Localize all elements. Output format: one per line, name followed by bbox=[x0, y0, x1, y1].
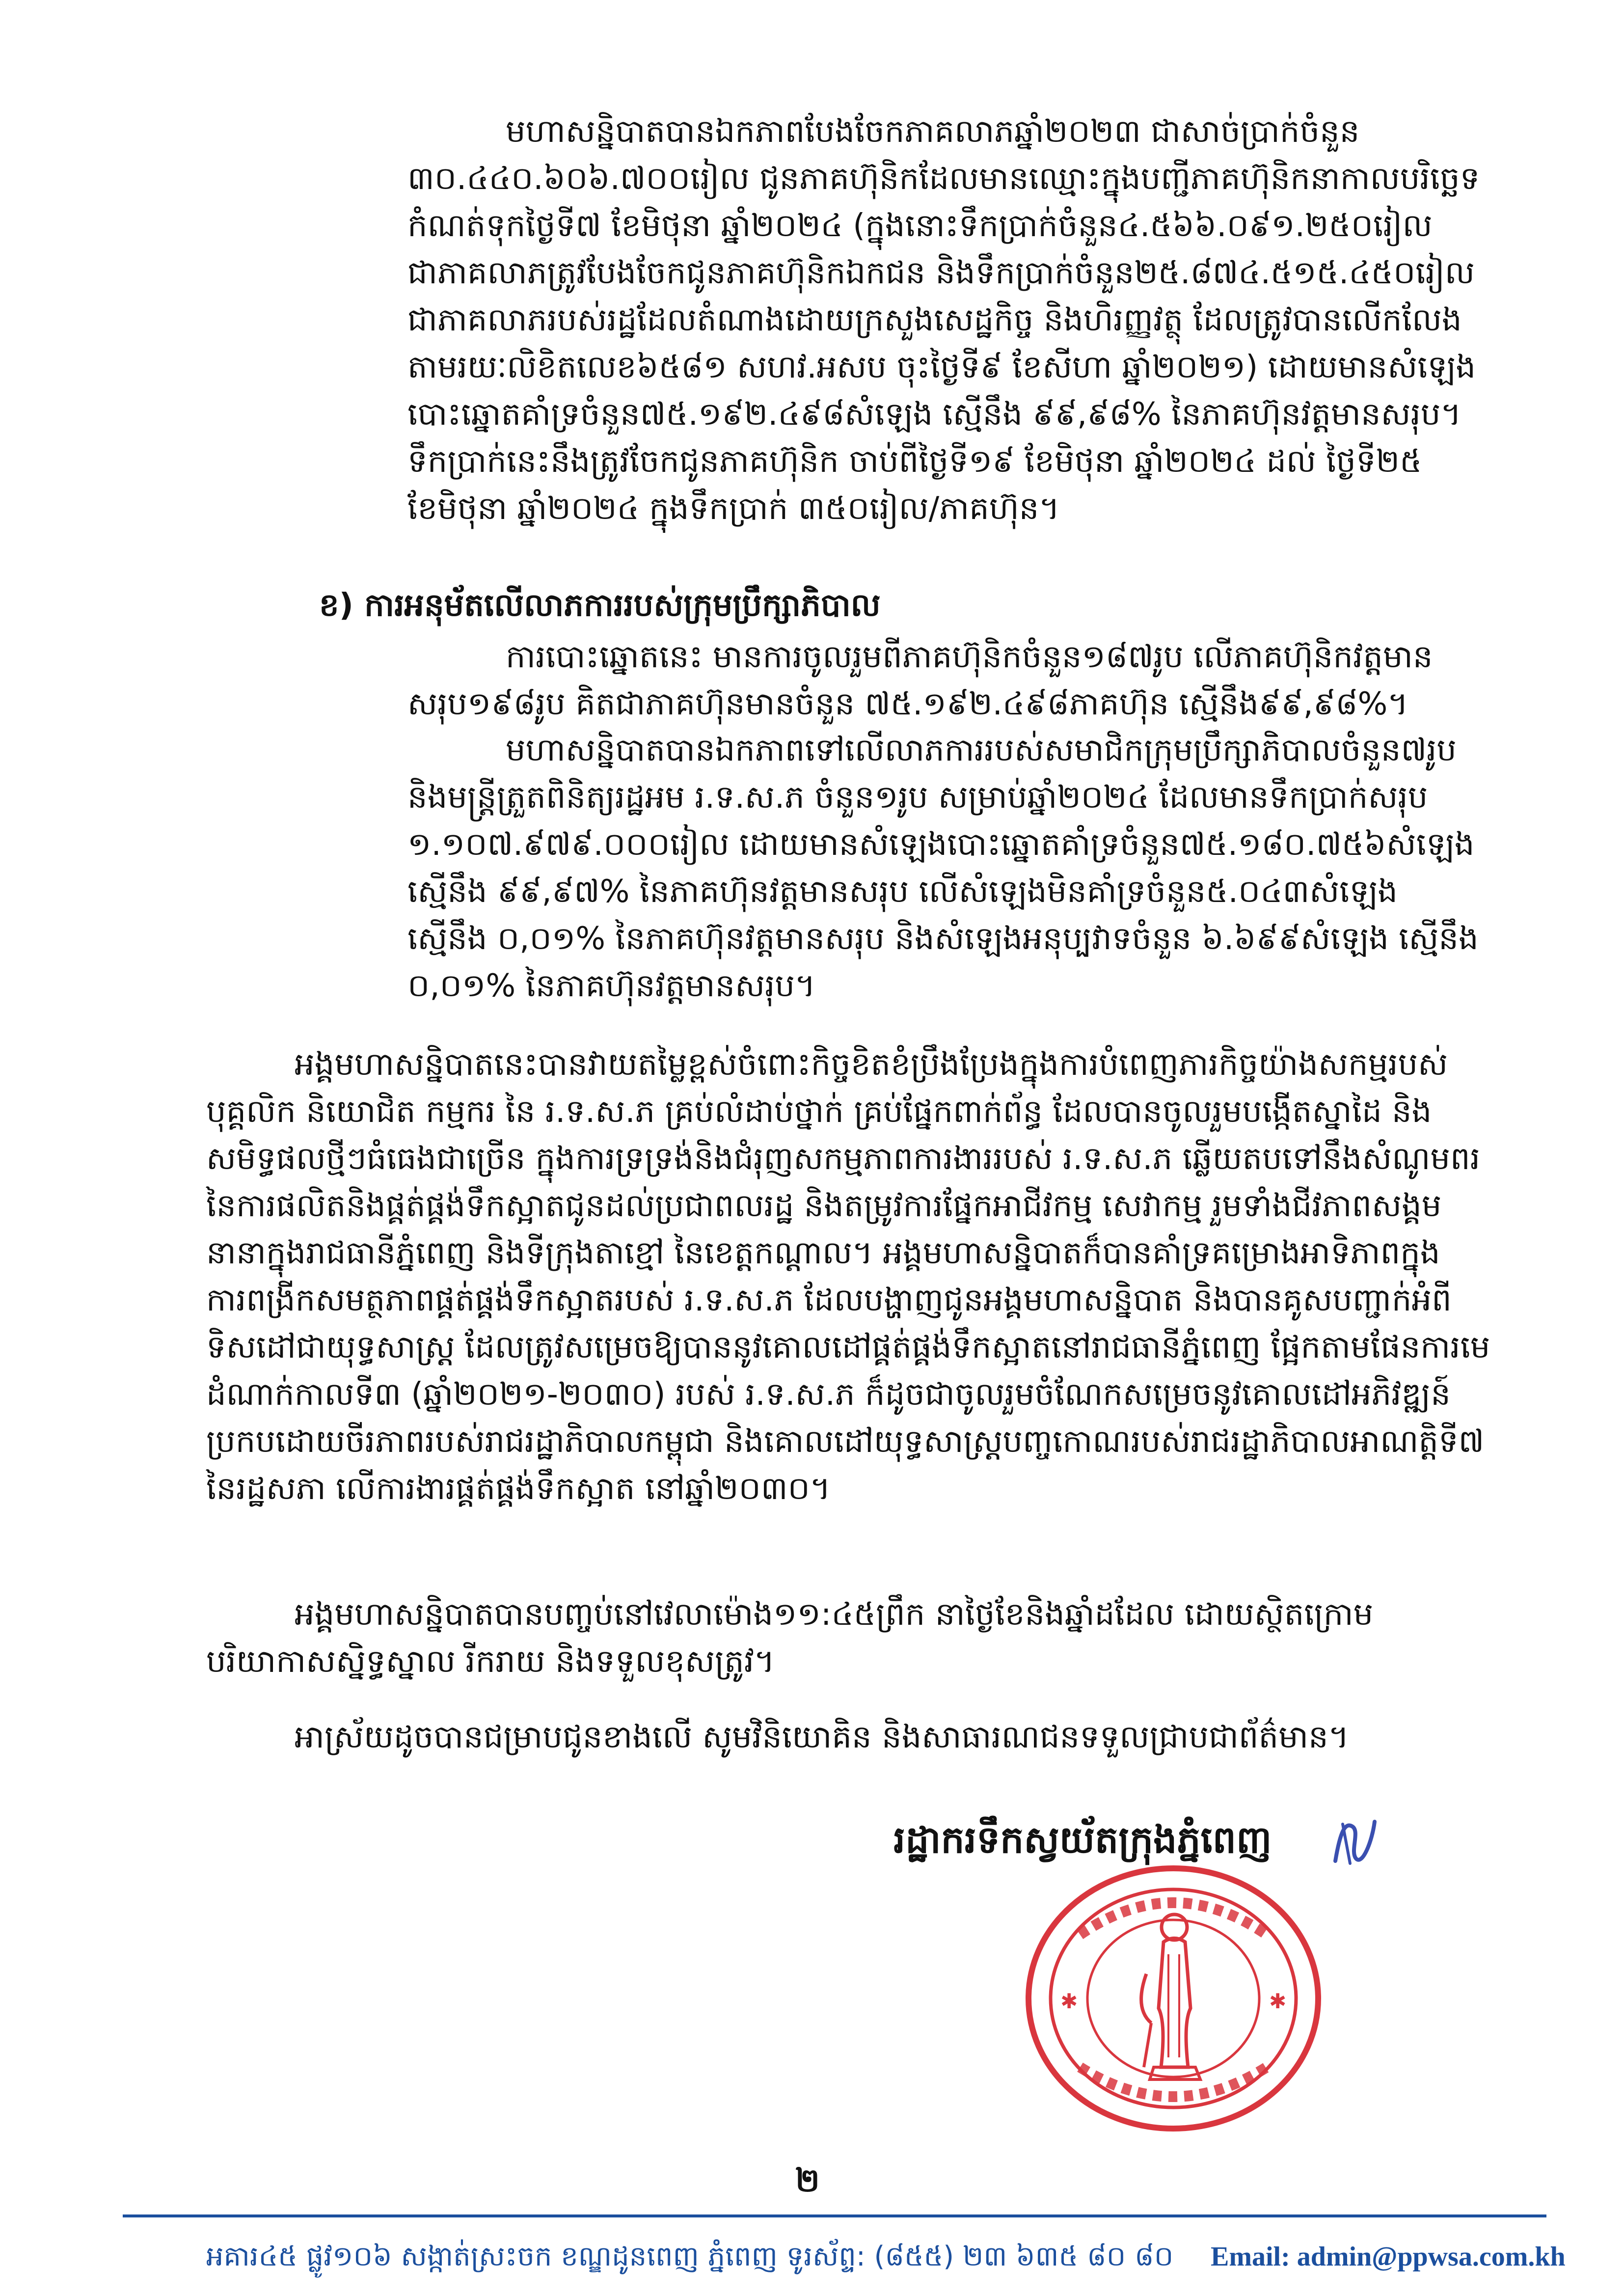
text-line: ជាភាគលាភត្រូវបែងចែកជូនភាគហ៊ុនិកឯកជន និងទឹកប្រាក់ចំនួន២៥.៨៧៤.៥១៥.៤៥០រៀល bbox=[407, 255, 1475, 291]
signature bbox=[1326, 1812, 1384, 1871]
text-line: និងមន្ត្រីត្រួតពិនិត្យរដ្ឋអម រ.ទ.ស.ភ ចំនួន១រូប សម្រាប់ឆ្នាំ២០២៤ ដែលមានទឹកប្រាក់សរុប bbox=[407, 779, 1428, 816]
svg-text:✱: ✱ bbox=[1060, 1989, 1078, 2013]
footer bbox=[206, 2239, 1566, 2279]
text-line: បុគ្គលិក និយោជិត កម្មករ នៃ រ.ទ.ស.ភ គ្រប់លំដាប់ថ្នាក់ គ្រប់ផ្នែកពាក់ព័ន្ធ ដែលបានចូលរួមបង្កើតស្នាដៃ និង bbox=[206, 1093, 1432, 1130]
footer-email[interactable]: Email: admin@ppwsa.com.kh bbox=[1210, 2241, 1566, 2272]
footer-divider bbox=[123, 2214, 1546, 2217]
text-line: មហាសន្និបាតបានឯកភាពទៅលើលាភការរបស់សមាជិកក្រុមប្រឹក្សាភិបាលចំនួន៧រូប bbox=[506, 732, 1457, 768]
text-line: បរិយាកាសស្និទ្ធស្នាល រីករាយ និងទទួលខុសត្រូវ។ bbox=[206, 1643, 775, 1680]
heading-text: ខ) ការអនុម័តលើលាភការរបស់ក្រុមប្រឹក្សាភិបាល bbox=[319, 587, 881, 624]
text-line: មហាសន្និបាតបានឯកភាពបែងចែកភាគលាភឆ្នាំ២០២៣ ជាសាច់ប្រាក់ចំនួន bbox=[506, 113, 1360, 150]
text-line: ១.១០៧.៩៧៩.០០០រៀល ដោយមានសំឡេងបោះឆ្នោតគាំទ្រចំនួន៧៥.១៨០.៧៥៦សំឡេង bbox=[407, 826, 1475, 863]
text-line: ដំណាក់កាលទី៣ (ឆ្នាំ២០២១-២០៣០) របស់ រ.ទ.ស.ភ ក៏ដូចជាចូលរួមចំណែកសម្រេចនូវគោលដៅអភិវឌ្ឍន៍ bbox=[206, 1376, 1451, 1413]
page-number: ២ bbox=[795, 2161, 820, 2199]
text-line: ០,០១% នៃភាគហ៊ុនវត្តមានសរុប។ bbox=[407, 968, 816, 1004]
official-seal bbox=[1021, 1861, 1326, 2136]
text-line: ៣០.៤៤០.៦០៦.៧០០រៀល ជូនភាគហ៊ុនិកដែលមានឈ្មោះក្នុងបញ្ជីភាគហ៊ុនិកនាកាលបរិច្ឆេទ bbox=[407, 161, 1480, 197]
text-line: ទឹកប្រាក់នេះនឹងត្រូវចែកជូនភាគហ៊ុនិក ចាប់ពីថ្ងៃទី១៩ ខែមិថុនា ឆ្នាំ២០២៤ ដល់ ថ្ងៃទី២៥ bbox=[407, 443, 1422, 480]
text-line: នៃរដ្ឋសភា លើការងារផ្គត់ផ្គង់ទឹកស្អាត នៅឆ្នាំ២០៣០។ bbox=[206, 1471, 831, 1507]
text-line: តាមរយៈលិខិតលេខ៦៥៨១ សហវ.អសប ចុះថ្ងៃទី៩ ខែសីហា ឆ្នាំ២០២១) ដោយមានសំឡេង bbox=[407, 349, 1476, 385]
text-line: បោះឆ្នោតគាំទ្រចំនួន៧៥.១៩២.៤៩៨សំឡេង ស្មើនឹង ៩៩,៩៨% នៃភាគហ៊ុនវត្តមានសរុប។ bbox=[407, 396, 1462, 433]
text-line: ជាភាគលាភរបស់រដ្ឋដែលតំណាងដោយក្រសួងសេដ្ឋកិច្ច និងហិរញ្ញវត្ថុ ដែលត្រូវបានលើកលែង bbox=[407, 302, 1462, 338]
text-line: ខែមិថុនា ឆ្នាំ២០២៤ ក្នុងទឹកប្រាក់ ៣៥០រៀល/ភាគហ៊ុន។ bbox=[407, 491, 1060, 527]
text-line: សមិទ្ធផលថ្មីៗធំធេងជាច្រើន ក្នុងការទ្រទ្រង់និងជំរុញសកម្មភាពការងាររបស់ រ.ទ.ស.ភ ឆ្លើយតបទៅនឹងសំណូមពរ bbox=[206, 1141, 1480, 1177]
signer-organization: រដ្ឋាករទឹកស្វយ័តក្រុងភ្នំពេញ bbox=[893, 1818, 1272, 1861]
text-line: ស្មើនឹង ០,០១% នៃភាគហ៊ុនវត្តមានសរុប និងសំឡេងអនុប្បវាទចំនួន ៦.៦៩៩សំឡេង ស្មើនឹង bbox=[407, 921, 1479, 957]
footer-address: អគារ៤៥ ផ្លូវ១០៦ សង្កាត់ស្រះចក ខណ្ឌដូនពេញ ភ្នំពេញ ទូរស័ព្ទ: (៨៥៥) ២៣ ៦៣៥ ៨០ ៨០ bbox=[206, 2241, 1174, 2272]
text-line: អង្គមហាសន្និបាតនេះបានវាយតម្លៃខ្ពស់ចំពោះកិច្ចខិតខំប្រឹងប្រែងក្នុងការបំពេញភារកិច្ចយ៉ាងសកម្មរបស់ bbox=[295, 1046, 1448, 1083]
text-line: ការបោះឆ្នោតនេះ មានការចូលរួមពីភាគហ៊ុនិកចំនួន១៨៧រូប លើភាគហ៊ុនិកវត្តមាន bbox=[506, 639, 1433, 675]
text-line: ការពង្រីកសមត្ថភាពផ្គត់ផ្គង់ទឹកស្អាតរបស់ រ.ទ.ស.ភ ដែលបង្ហាញជូនអង្គមហាសន្និបាត និងបានគូសបញ្ជាក់អំពី bbox=[206, 1282, 1452, 1318]
text-line: សរុប១៩៨រូប គិតជាភាគហ៊ុនមានចំនួន ៧៥.១៩២.៤៩៨ភាគហ៊ុន ស្មើនឹង៩៩,៩៨%។ bbox=[407, 686, 1408, 722]
svg-text:✱: ✱ bbox=[1269, 1989, 1287, 2013]
text-line: អង្គមហាសន្និបាតបានបញ្ចប់នៅវេលាម៉ោង១១:៤៥ព្រឹក នាថ្ងៃខែនិងឆ្នាំដដែល ដោយស្ថិតក្រោម bbox=[295, 1596, 1374, 1633]
text-line: អាស្រ័យដូចបានជម្រាបជូនខាងលើ សូមវិនិយោគិន និងសាធារណជនទទួលជ្រាបជាព័ត៌មាន។ bbox=[295, 1719, 1349, 1755]
text-line: នៃការផលិតនិងផ្គត់ផ្គង់ទឹកស្អាតជូនដល់ប្រជាពលរដ្ឋ និងតម្រូវការផ្នែកអាជីវកម្ម សេវាកម្ម រួមទាំងជីវភាពសង្គម bbox=[206, 1188, 1442, 1224]
text-line: ស្មើនឹង ៩៩,៩៧% នៃភាគហ៊ុនវត្តមានសរុប លើសំឡេងមិនគាំទ្រចំនួន៥.០៤៣សំឡេង bbox=[407, 874, 1398, 910]
text-line: កំណត់ទុកថ្ងៃទី៧ ខែមិថុនា ឆ្នាំ២០២៤ (ក្នុងនោះទឹកប្រាក់ចំនួន៤.៥៦៦.០៩១.២៥០រៀល bbox=[407, 208, 1433, 244]
text-line: នានាក្នុងរាជធានីភ្នំពេញ និងទីក្រុងតាខ្មៅ នៃខេត្តកណ្តាល។ អង្គមហាសន្និបាតក៏បានគាំទ្រគម្រោងអាទិភាពក្នុង bbox=[206, 1235, 1440, 1271]
text-line: ប្រកបដោយចីរភាពរបស់រាជរដ្ឋាភិបាលកម្ពុជា និងគោលដៅយុទ្ធសាស្ត្របញ្ចកោណរបស់រាជរដ្ឋាភិបាលអាណត្តិទី៧ bbox=[206, 1423, 1485, 1460]
text-line: ទិសដៅជាយុទ្ធសាស្ត្រ ដែលត្រូវសម្រេចឱ្យបាននូវគោលដៅផ្គត់ផ្គង់ទឹកស្អាតនៅរាជធានីភ្នំពេញ ផ្អែកតាមផែនការមេ bbox=[206, 1329, 1490, 1366]
